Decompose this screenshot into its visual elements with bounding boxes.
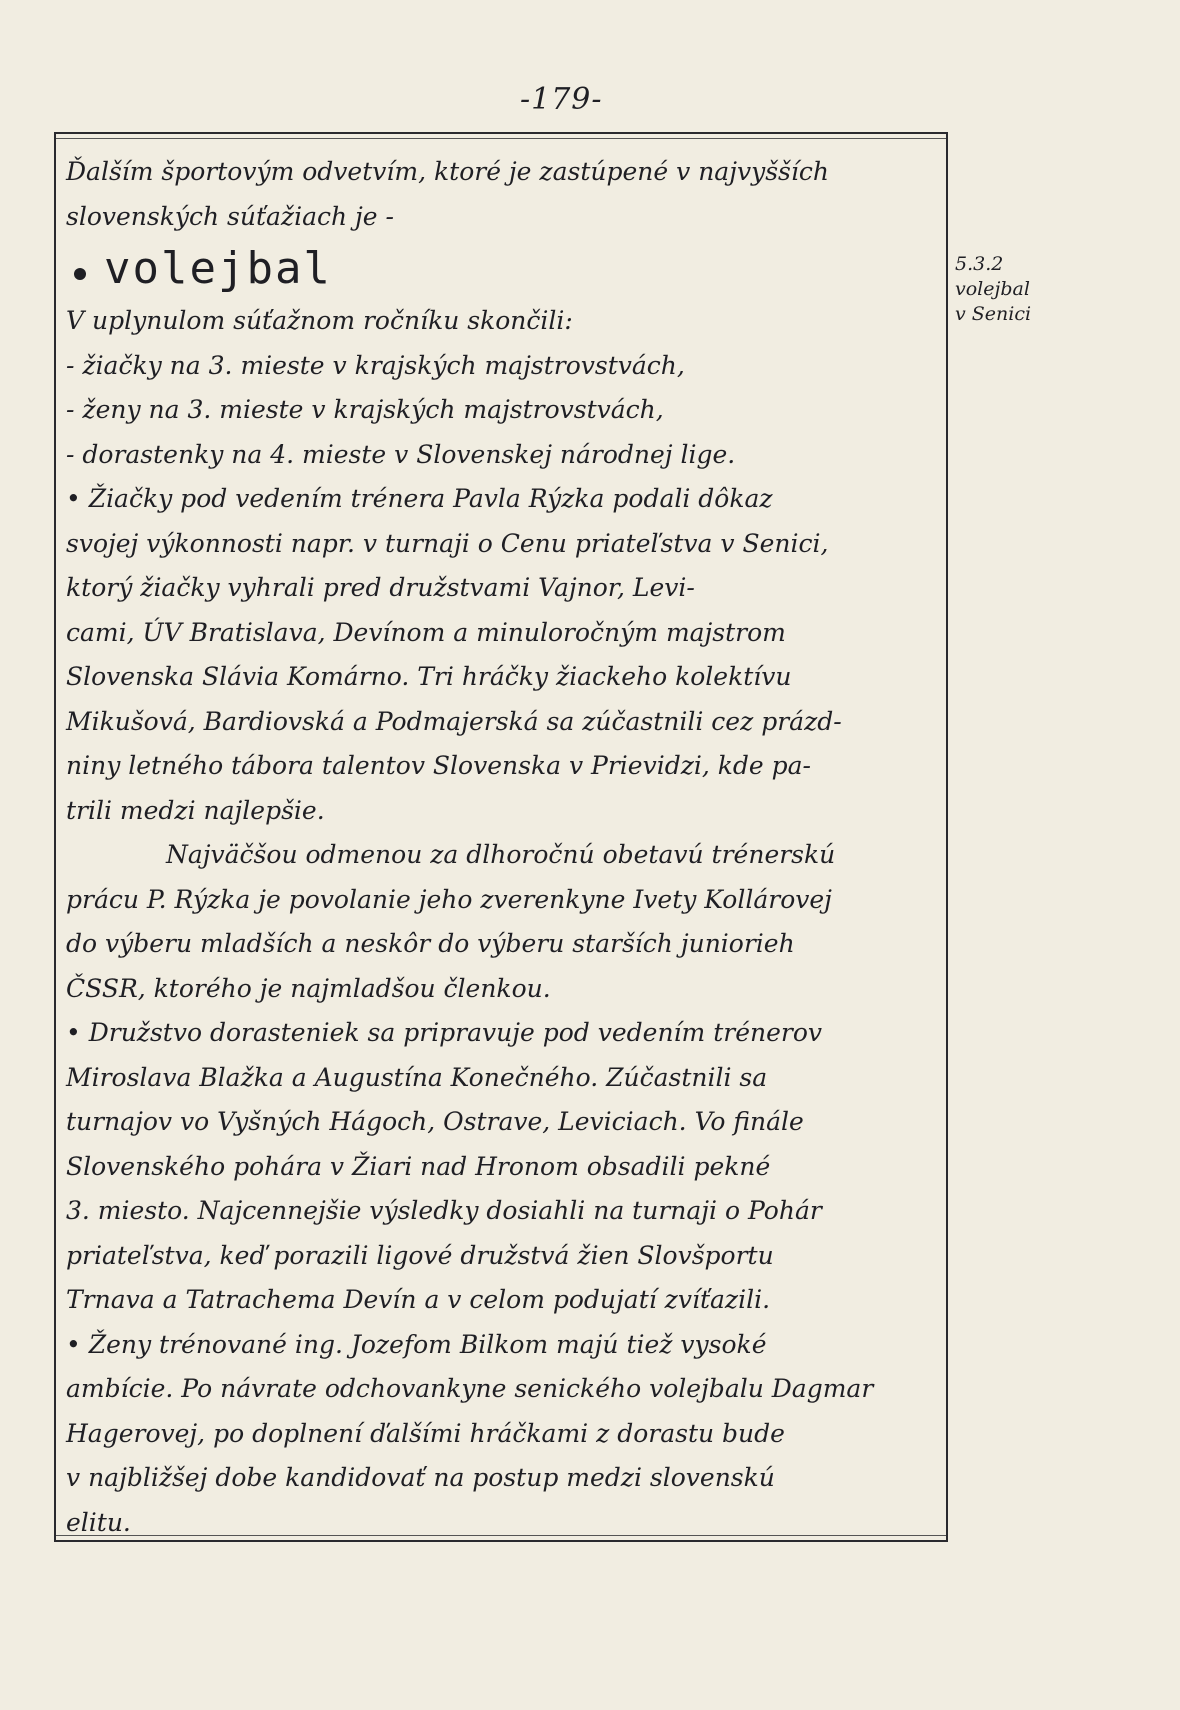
text-line: niny letného tábora talentov Slovenska v Prievidzi, kde pa- <box>66 751 812 780</box>
text-line: trili medzi najlepšie. <box>66 795 325 825</box>
text-line: Miroslava Blažka a Augustína Konečného. Zúčastnili sa <box>66 1062 768 1092</box>
text-line: ambície. Po návrate odchovankyne senického volejbalu Dagmar <box>66 1374 874 1403</box>
text-line: prácu P. Rýzka je povolanie jeho zverenkyne Ivety Kollárovej <box>66 884 832 914</box>
text-line: 3. miesto. Najcennejšie výsledky dosiahli na turnaji o Pohár <box>66 1196 822 1225</box>
handwritten-text <box>66 150 946 1545</box>
margin-note-topic: volejbal <box>955 278 1030 300</box>
text-line: Hagerovej, po doplnení ďalšími hráčkami z dorastu bude <box>66 1418 785 1448</box>
text-line: • Žiačky pod vedením trénera Pavla Rýzka podali dôkaz <box>66 484 773 513</box>
text-line: svojej výkonnosti napr. v turnaji o Cenu priateľstva v Senici, <box>66 528 829 558</box>
text-line: Slovenského pohára v Žiari nad Hronom obsadili pekné <box>66 1151 771 1181</box>
text-line: slovenských súťažiach je - <box>66 201 394 231</box>
text-line: • Ženy trénované ing. Jozefom Bilkom majú tiež vysoké <box>66 1329 767 1359</box>
margin-note <box>955 252 1075 327</box>
text-line: ktorý žiačky vyhrali pred družstvami Vajnor, Levi- <box>66 573 695 602</box>
text-line: - ženy na 3. mieste v krajských majstrovstvách, <box>66 395 664 424</box>
text-line: elitu. <box>66 1507 131 1537</box>
text-line: Mikušová, Bardiovská a Podmajerská sa zúčastnili cez prázd- <box>66 706 842 736</box>
text-line: - žiačky na 3. mieste v krajských majstrovstvách, <box>66 350 685 380</box>
text-line: do výberu mladších a neskôr do výberu starších juniorieh <box>66 929 795 958</box>
section-heading <box>66 239 946 299</box>
margin-note-section: 5.3.2 <box>955 253 1004 275</box>
text-line: Najväčšou odmenou za dlhoročnú obetavú trénerskú <box>166 840 836 869</box>
text-line: Trnava a Tatrachema Devín a v celom podujatí zvíťazili. <box>66 1285 771 1314</box>
bullet-icon <box>74 268 86 280</box>
margin-note-place: v Senici <box>955 303 1032 325</box>
text-line: v najbližšej dobe kandidovať na postup medzi slovenskú <box>66 1463 775 1492</box>
heading-text: volejbal <box>104 243 332 294</box>
page-number: -179- <box>520 82 603 117</box>
text-line: - dorastenky na 4. mieste v Slovenskej národnej lige. <box>66 439 736 469</box>
text-line: V uplynulom súťažnom ročníku skončili: <box>66 306 573 335</box>
text-line: cami, ÚV Bratislava, Devínom a minuloročným majstrom <box>66 617 786 647</box>
text-line: turnajov vo Vyšných Hágoch, Ostrave, Leviciach. Vo finále <box>66 1107 804 1136</box>
text-line: • Družstvo dorasteniek sa pripravuje pod vedením trénerov <box>66 1018 823 1047</box>
text-line: Slovenska Slávia Komárno. Tri hráčky žiackeho kolektívu <box>66 662 792 691</box>
text-line: Ďalším športovým odvetvím, ktoré je zastúpené v najvyšších <box>66 157 829 186</box>
text-line: ČSSR, ktorého je najmladšou členkou. <box>66 973 551 1003</box>
text-line: priateľstva, keď porazili ligové družstvá žien Slovšportu <box>66 1240 774 1270</box>
